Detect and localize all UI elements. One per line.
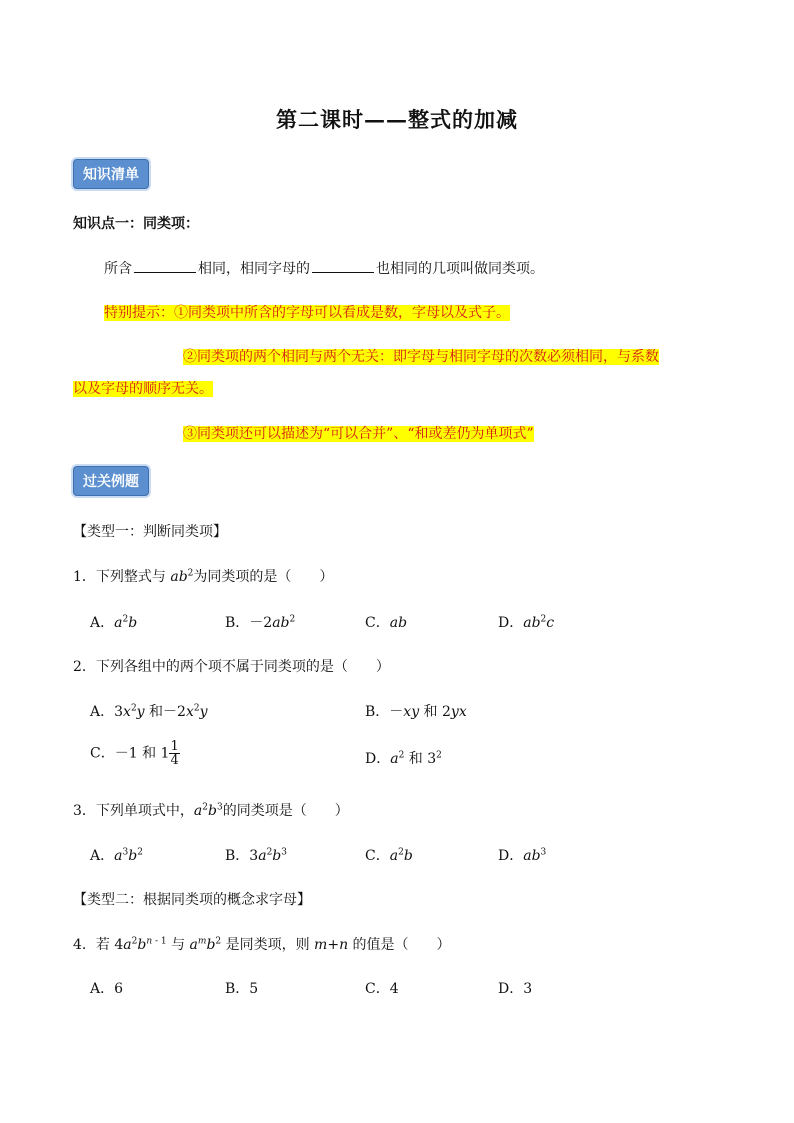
q1-option-c[interactable]: C．ab xyxy=(365,615,408,631)
question-1-stem: 1．下列整式与 $ab^2$为同类项的是（ ） xyxy=(73,568,334,585)
q2-option-b[interactable]: B．－xy 和 2yx xyxy=(365,704,467,720)
question-2-stem: 2．下列各组中的两个项不属于同类项的是（ ） xyxy=(73,659,390,675)
definition-part1: 所含 xyxy=(104,261,132,277)
fill-blank-2[interactable] xyxy=(312,260,374,273)
q4-option-a[interactable]: A．6 xyxy=(90,981,124,997)
tip-line-3 xyxy=(183,423,534,443)
definition-line xyxy=(104,258,544,278)
type2-heading: 【类型二：根据同类项的概念求字母】 xyxy=(73,892,311,908)
section-tag-examples: 过关例题 xyxy=(73,466,149,496)
q1-option-b[interactable]: B．$-2ab^2$ xyxy=(225,614,296,631)
section-tag-knowledge: 知识清单 xyxy=(73,159,149,189)
definition-part2: 相同，相同字母的 xyxy=(198,261,310,277)
q2-option-a[interactable]: A．$3x^2y$ 和$-2x^2y$ xyxy=(90,703,208,720)
q3-option-c[interactable]: C．$a^2b$ xyxy=(365,847,413,864)
q3-option-b[interactable]: B．$3a^2b^3$ xyxy=(225,847,287,864)
q2-option-c[interactable]: C．－1 和 1 $\frac{1}{4}$ xyxy=(90,739,179,768)
fill-blank-1[interactable] xyxy=(134,260,196,273)
page-title: 第二课时——整式的加减 xyxy=(276,107,518,132)
q4-option-b[interactable]: B．5 xyxy=(225,981,259,997)
knowledge-point-heading: 知识点一：同类项： xyxy=(73,216,199,232)
q1-option-d[interactable]: D．$ab^2c$ xyxy=(498,614,555,631)
q3-option-a[interactable]: A．$a^3b^2$ xyxy=(90,847,143,864)
type1-heading: 【类型一：判断同类项】 xyxy=(73,524,227,540)
question-3-stem: 3．下列单项式中，$a^2b^3$的同类项是（ ） xyxy=(73,802,349,819)
question-4-stem: 4．若 $4a^2b^{n - 1}$ 与 $a^mb^2$ 是同类项，则 m+n 的值是（ ） xyxy=(73,936,451,953)
tip2a-text: ②同类项的两个相同与两个无关：即字母与相同字母的次数必须相同，与系数 xyxy=(183,349,659,365)
fraction: $\frac{1}{4}$ xyxy=(170,739,179,768)
q3-option-d[interactable]: D．$ab^3$ xyxy=(498,847,547,864)
q1-option-a[interactable]: A．$a^2b$ xyxy=(90,614,138,631)
tip2b-text: 以及字母的顺序无关。 xyxy=(73,381,213,397)
tip3-text: ③同类项还可以描述为“可以合并”、“和或差仍为单项式” xyxy=(183,426,534,442)
q4-option-c[interactable]: C．4 xyxy=(365,981,399,997)
tip-line-2b xyxy=(73,378,213,398)
definition-part3: 也相同的几项叫做同类项。 xyxy=(376,261,544,277)
q2-option-d[interactable]: D．$a^2$ 和 $3^2$ xyxy=(365,750,442,767)
q4-option-d[interactable]: D．3 xyxy=(498,981,533,997)
tip1-text: 特别提示：①同类项中所含的字母可以看成是数，字母以及式子。 xyxy=(104,305,510,321)
tip-line-1 xyxy=(104,302,510,322)
tip-line-2a xyxy=(183,346,659,366)
